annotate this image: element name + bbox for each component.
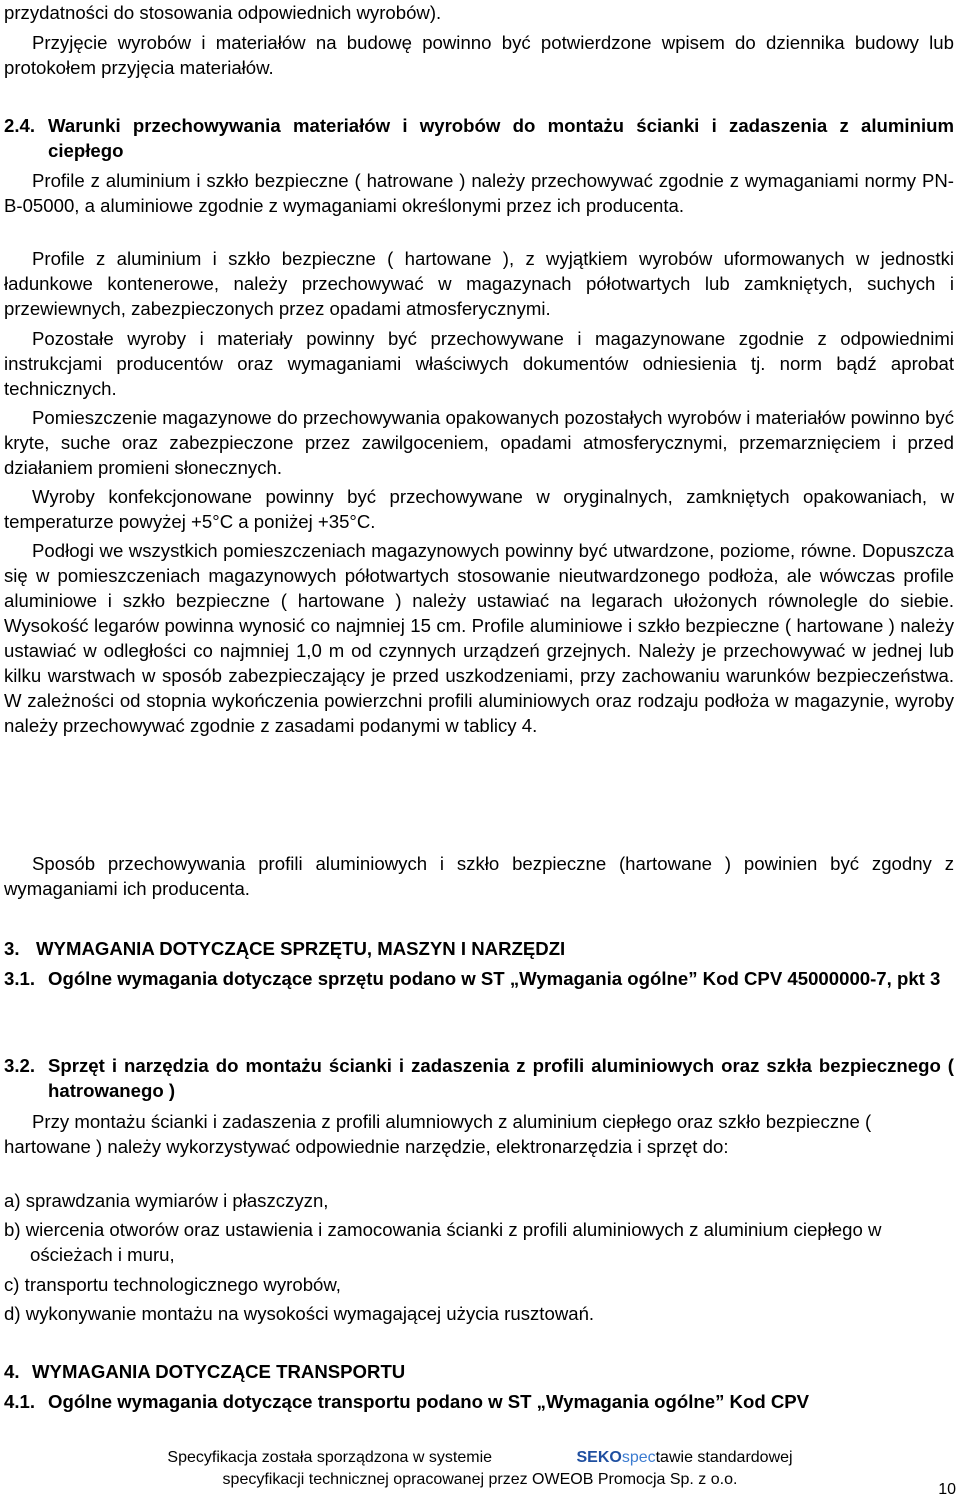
paragraph-text: Profile z aluminium i szkło bezpieczne ( hatrowane ) należy przechowywać zgodnie z wymaganiami normy PN-B-05000, a aluminiowe zgodnie z wymaganiami określonymi przez ich producenta. [4,170,954,216]
section-title: Ogólne wymagania dotyczące sprzętu podano w ST „Wymagania ogólne” Kod CPV 45000000-7, pkt 3 [48,968,941,989]
section-title: Ogólne wymagania dotyczące transportu podano w ST „Wymagania ogólne” Kod CPV [48,1391,810,1412]
section-3-1-heading [4,966,954,991]
section-3-heading [4,936,954,961]
page-number: 10 [938,1481,956,1498]
list-item [4,1188,954,1213]
section-title: Warunki przechowywania materiałów i wyrobów do montażu ścianki i zadaszenia z aluminium ciepłego [48,115,954,161]
brand-logo-spec: spec [621,1449,656,1466]
paragraph-text: Przy montażu ścianki i zadaszenia z profili alumniowych z aluminium ciepłego oraz szkło bezpieczne ( hartowane ) należy wykorzystywać odpowiednie narzędzie, elektronarzędzia i sprzęt do: [4,1111,872,1157]
list-item [4,1217,954,1267]
page-footer [0,1447,960,1491]
section-title: WYMAGANIA DOTYCZĄCE TRANSPORTU [32,1361,406,1382]
section-4-heading [4,1359,954,1384]
section-number: 3.1. [4,968,36,989]
list-item [4,1272,954,1297]
section-number: 3. [4,938,20,959]
paragraph-text: Pozostałe wyroby i materiały powinny być przechowywane i magazynowane zgodnie z odpowiednimi instrukcjami producentów oraz wymaganiami właściwych dokumentów odniesienia tj. norm bądź aprobat technicznych. [4,328,954,399]
paragraph [4,484,954,534]
intro-paragraph-text: Przyjęcie wyrobów i materiałów na budowę powinno być potwierdzone wpisem do dziennika budowy lub protokołem przyjęcia materiałów. [4,32,954,78]
paragraph [4,326,954,401]
paragraph-text: Profile z aluminium i szkło bezpieczne ( hartowane ), z wyjątkiem wyrobów uformowanych w jednostki ładunkowe kontenerowe, należy przechowywać w magazynach półotwartych lub zamkniętych, suchych i przewiewnych, zabezpieczonych przez opadami atmosferycznymi. [4,248,954,319]
section-title: WYMAGANIA DOTYCZĄCE SPRZĘTU, MASZYN I NARZĘDZI [36,938,566,959]
paragraph [4,246,954,321]
footer-line-1 [0,1447,960,1469]
footer-text: Specyfikacja została sporządzona w systemie [167,1449,493,1466]
list-item-text: a) sprawdzania wymiarów i płaszczyzn, [4,1190,329,1211]
paragraph [4,538,954,738]
paragraph-text: Podłogi we wszystkich pomieszczeniach magazynowych powinny być utwardzone, poziome, równe. Dopuszcza się w pomieszczeniach magazynowych półotwartych stosowanie nieutwardzonego podłoża, ale wówczas profile aluminiowe i szkło bezpieczne ( hartowane ) należy ustawiać na legarach ułożonych równolegle do siebie. Wysokość legarów powinna wynosić co najmniej 15 cm. Profile aluminiowe i szkło bezpieczne ( hartowane ) należy ustawiać w odległości co najmniej 1,0 m od czynnych urządzeń grzejnych. Należy je przechowywać w jednej lub kilku warstwach w sposób zabezpieczający je przed uszkodzeniami, przy zachowaniu warunków bezpieczeństwa. W zależności od stopnia wykończenia powierzchni profili aluminiowych oraz rodzaju podłoża w magazynie, wyroby należy przechowywać zgodnie z zasadami podanymi w tablicy 4. [4,540,954,736]
footer-line-2: specyfikacji technicznej opracowanej przez OWEOB Promocja Sp. z o.o. [222,1471,738,1488]
list-item-text: c) transportu technologicznego wyrobów, [4,1274,341,1295]
footer-text: tawie standardowej [655,1449,793,1466]
intro-line [4,0,954,25]
intro-text: przydatności do stosowania odpowiednich wyrobów). [4,2,442,23]
paragraph-text: Sposób przechowywania profili aluminiowych i szkło bezpieczne (hartowane ) powinien być zgodny z wymaganiami ich producenta. [4,853,954,899]
section-number: 3.2. [4,1055,36,1076]
list-item-text: d) wykonywanie montażu na wysokości wymagającej użycia rusztowań. [4,1303,595,1324]
section-title: Sprzęt i narzędzia do montażu ścianki i zadaszenia z profili aluminiowych oraz szkła bezpiecznego ( hatrowanego ) [48,1055,954,1101]
list-item-text: b) wiercenia otworów oraz ustawienia i zamocowania ścianki z profili aluminiowych z aluminium ciepłego w ościeżach i muru, [4,1219,882,1265]
section-3-2-intro [4,1109,954,1159]
intro-paragraph [4,30,954,80]
section-4-1-heading [4,1389,954,1414]
section-number: 4. [4,1361,20,1382]
paragraph-text: Pomieszczenie magazynowe do przechowywania opakowanych pozostałych wyrobów i materiałów powinno być kryte, suche oraz zabezpieczone przez zawilgoceniem, opadami atmosferycznymi, przemarznięciem i przed działaniem promieni słonecznych. [4,407,954,478]
section-number: 4.1. [4,1391,36,1412]
list-item [4,1301,954,1326]
section-3-2-heading [4,1053,954,1103]
section-2-4-heading [4,113,954,163]
brand-logo-seko: SEKO [576,1449,622,1466]
paragraph [4,168,954,218]
paragraph-text: Wyroby konfekcjonowane powinny być przechowywane w oryginalnych, zamkniętych opakowaniach, w temperaturze powyżej +5°C a poniżej +35°C. [4,486,954,532]
section-number: 2.4. [4,115,36,136]
paragraph [4,405,954,480]
closing-paragraph [4,851,954,901]
